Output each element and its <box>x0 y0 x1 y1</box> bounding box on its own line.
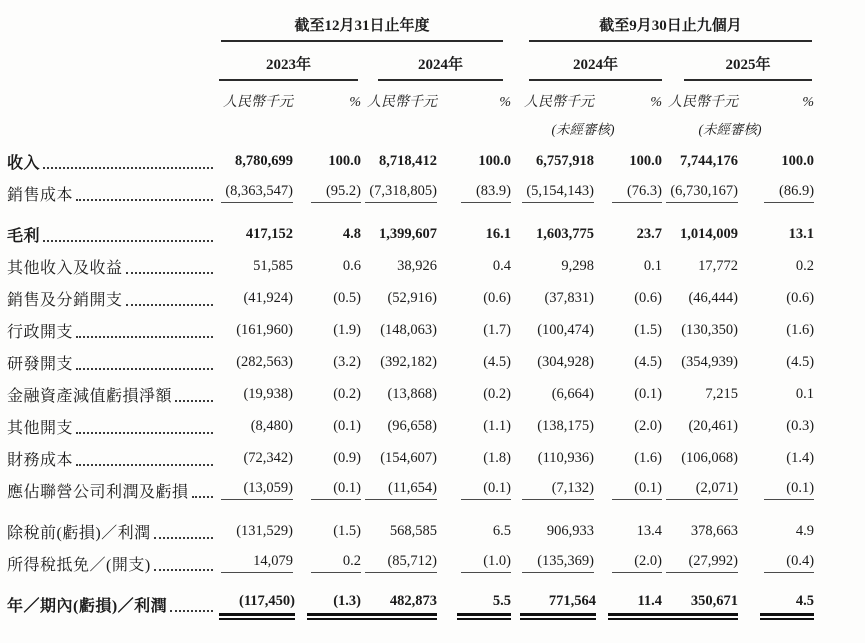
ninemonths-2025-header <box>662 42 814 81</box>
row-label-cell <box>7 506 219 547</box>
value-2023-amount: (131,529) <box>236 522 293 539</box>
value-2024-amount: (13,868) <box>387 385 437 402</box>
row-label-cell <box>7 378 219 410</box>
year-header-row <box>7 42 814 81</box>
value-2024-amount: (85,712) <box>361 547 437 579</box>
value-9m2024-pct: (2.0) <box>594 547 662 579</box>
value-2024-pct: (1.1) <box>483 417 512 434</box>
row-label-cell <box>7 547 219 579</box>
value-9m2024-amount: 1,603,775 <box>536 225 595 242</box>
row-label-cell <box>7 314 219 346</box>
value-2024-pct: (1.8) <box>483 449 512 466</box>
dot-leader <box>43 240 213 242</box>
row-selling-and-distribution-expenses <box>7 282 814 314</box>
value-9m2024-pct: (2.0) <box>634 417 663 434</box>
value-9m2024-amount: (138,175) <box>537 417 595 434</box>
table-header <box>7 8 814 145</box>
value-2023-pct: (3.2) <box>333 353 361 370</box>
value-9m2024-pct: 13.4 <box>636 522 663 539</box>
value-9m2025-amount: 350,671 <box>662 579 738 620</box>
dot-leader <box>76 336 213 338</box>
value-9m2025-amount: (106,068) <box>681 449 739 466</box>
value-2024-pct: (83.9) <box>437 177 511 209</box>
row-administrative-expenses <box>7 314 814 346</box>
value-9m2024-pct: 0.1 <box>643 257 663 274</box>
unit-label-pct-9m2024: % <box>650 95 663 110</box>
value-2024-amount: (154,607) <box>380 449 437 466</box>
value-9m2024-amount: (7,132) <box>520 474 594 506</box>
value-2023-pct: 0.2 <box>293 547 361 579</box>
unit-label-pct-9m2025: % <box>802 95 815 110</box>
period-group-header-row <box>7 8 814 42</box>
row-finance-costs <box>7 442 814 474</box>
row-impairment-losses-financial-assets <box>7 378 814 410</box>
value-9m2025-pct: (1.6) <box>786 321 815 338</box>
unit-label-pct-2024: % <box>499 95 512 110</box>
value-9m2025-pct: 4.9 <box>795 522 815 539</box>
value-9m2025-pct: (0.3) <box>786 417 815 434</box>
column-spacer <box>511 579 520 620</box>
row-label-cell <box>7 209 219 250</box>
value-9m2024-pct: (0.6) <box>634 289 663 306</box>
value-2023-amount: (161,960) <box>236 321 293 338</box>
period-group-ninemonths <box>520 8 814 42</box>
column-spacer <box>511 378 520 410</box>
value-2023-pct: (0.1) <box>333 417 361 434</box>
value-2023-pct: (0.9) <box>333 449 361 466</box>
year-2024-label: 2024年 <box>378 53 503 81</box>
value-9m2025-amount: (46,444) <box>688 289 739 306</box>
value-9m2024-pct: (1.5) <box>634 321 663 338</box>
value-2023-amount: (13,059) <box>219 474 293 506</box>
value-2023-amount: (8,363,547) <box>219 177 293 209</box>
value-2024-pct: (0.6) <box>483 289 512 306</box>
value-2023-pct: (1.9) <box>333 321 361 338</box>
row-label-cell <box>7 579 219 620</box>
dot-leader <box>170 610 213 612</box>
row-label: 金融資產減值虧損淨額 <box>7 387 173 405</box>
value-9m2024-amount: 6,757,918 <box>536 152 595 169</box>
value-9m2024-amount: (37,831) <box>544 289 595 306</box>
dot-leader <box>76 432 213 434</box>
empty-cell <box>361 111 511 145</box>
value-9m2024-pct: (0.1) <box>594 474 662 506</box>
value-2023-pct: 0.6 <box>342 257 361 274</box>
value-2023-pct: (0.5) <box>333 289 361 306</box>
row-label-cell <box>7 442 219 474</box>
dot-leader <box>76 199 213 201</box>
row-label: 銷售成本 <box>7 186 74 204</box>
column-spacer <box>511 314 520 346</box>
column-spacer <box>511 474 520 506</box>
value-2023-amount: 417,152 <box>245 225 293 242</box>
value-9m2025-amount: (130,350) <box>681 321 739 338</box>
value-2024-pct: 16.1 <box>485 225 512 242</box>
dot-leader <box>154 537 213 539</box>
value-9m2025-amount: (6,730,167) <box>662 177 738 209</box>
value-2024-amount: (7,318,805) <box>361 177 437 209</box>
value-9m2024-amount: 9,298 <box>561 257 595 274</box>
value-2024-pct: 5.5 <box>437 579 511 620</box>
row-other-income-and-gains <box>7 250 814 282</box>
row-label-cell <box>7 474 219 506</box>
value-9m2025-pct: (0.4) <box>738 547 814 579</box>
row-revenue <box>7 145 814 177</box>
row-label: 應佔聯營公司利潤及虧損 <box>7 483 189 501</box>
row-label-cell <box>7 346 219 378</box>
empty-cell <box>7 8 219 42</box>
row-label: 年／期內(虧損)／利潤 <box>7 597 168 615</box>
value-2023-amount: (8,480) <box>250 417 293 434</box>
value-9m2024-amount: (6,664) <box>551 385 595 402</box>
value-9m2025-amount: (20,461) <box>688 417 739 434</box>
dot-leader <box>126 272 213 274</box>
period-group-annual <box>219 8 511 42</box>
row-label: 所得稅抵免／(開支) <box>7 556 151 574</box>
unaudited-note-9m2024: (未經審核) <box>551 122 615 137</box>
row-label-cell <box>7 145 219 177</box>
value-9m2024-pct: 23.7 <box>636 225 663 242</box>
value-2024-pct: (0.2) <box>483 385 512 402</box>
empty-cell <box>7 42 219 81</box>
value-2024-amount: (392,182) <box>380 353 437 370</box>
dot-leader <box>76 368 213 370</box>
value-2024-amount: 568,585 <box>389 522 437 539</box>
value-9m2024-amount: 906,933 <box>546 522 595 539</box>
value-2023-pct: 100.0 <box>328 152 361 169</box>
row-label: 收入 <box>7 154 41 172</box>
value-2023-pct: (95.2) <box>293 177 361 209</box>
value-2023-amount: (282,563) <box>236 353 293 370</box>
value-9m2024-amount: (304,928) <box>537 353 595 370</box>
value-9m2025-amount: 378,663 <box>690 522 739 539</box>
value-2023-amount: (117,450) <box>219 579 293 620</box>
column-spacer <box>511 209 520 250</box>
value-2023-pct: (0.1) <box>293 474 361 506</box>
ninemonths-2024-label: 2024年 <box>529 53 662 81</box>
unit-label-pct-2023: % <box>349 95 361 110</box>
value-9m2025-amount: 7,215 <box>705 385 739 402</box>
column-spacer <box>511 282 520 314</box>
value-2023-pct: 4.8 <box>342 225 361 242</box>
row-profit-before-tax <box>7 506 814 547</box>
value-2024-amount: (11,654) <box>361 474 437 506</box>
year-2023-label: 2023年 <box>219 53 358 81</box>
value-2024-pct: 0.4 <box>492 257 512 274</box>
value-9m2024-amount: (100,474) <box>537 321 595 338</box>
row-income-tax <box>7 547 814 579</box>
column-spacer <box>511 442 520 474</box>
row-label-cell <box>7 410 219 442</box>
dot-leader <box>154 569 213 571</box>
row-label-cell <box>7 250 219 282</box>
row-gross-profit <box>7 209 814 250</box>
empty-cell <box>219 111 361 145</box>
value-2024-amount: (96,658) <box>387 417 437 434</box>
column-spacer <box>511 81 520 111</box>
column-spacer <box>511 506 520 547</box>
value-2024-amount: 1,399,607 <box>379 225 437 242</box>
row-label-cell <box>7 282 219 314</box>
column-spacer <box>511 250 520 282</box>
value-2024-amount: 38,926 <box>397 257 437 274</box>
dot-leader <box>192 496 213 498</box>
value-2023-pct: (1.5) <box>333 522 361 539</box>
value-9m2025-amount: 17,772 <box>698 257 739 274</box>
value-9m2025-amount: (2,071) <box>662 474 738 506</box>
value-9m2024-pct: (4.5) <box>634 353 663 370</box>
value-2024-amount: (52,916) <box>387 289 437 306</box>
row-rd-expenses <box>7 346 814 378</box>
value-9m2025-pct: (1.4) <box>786 449 815 466</box>
value-9m2024-amount: (110,936) <box>537 449 595 466</box>
unaudited-note-9m2025: (未經審核) <box>698 122 762 137</box>
value-2023-pct: (1.3) <box>293 579 361 620</box>
value-9m2025-pct: 13.1 <box>788 225 815 242</box>
value-9m2025-pct: (4.5) <box>786 353 815 370</box>
unaudited-note-row <box>7 111 814 145</box>
value-9m2024-pct: 100.0 <box>629 152 663 169</box>
value-2024-pct: (1.0) <box>437 547 511 579</box>
unit-label-rmb-9m2024: 人民幣千元 <box>524 95 595 110</box>
value-9m2024-pct: (76.3) <box>594 177 662 209</box>
row-label: 除稅前(虧損)／利潤 <box>7 524 151 542</box>
value-9m2024-pct: (1.6) <box>634 449 663 466</box>
value-2023-amount: 8,780,699 <box>235 152 293 169</box>
unit-label-rmb-2023: 人民幣千元 <box>223 95 293 110</box>
dot-leader <box>126 304 213 306</box>
value-2024-pct: 100.0 <box>478 152 512 169</box>
column-spacer <box>511 111 520 145</box>
period-group-ninemonths-title: 截至9月30日止九個月 <box>529 14 812 42</box>
value-9m2025-pct: (0.6) <box>786 289 815 306</box>
value-2024-amount: (148,063) <box>380 321 437 338</box>
column-spacer <box>511 547 520 579</box>
value-2024-pct: (1.7) <box>483 321 512 338</box>
ninemonths-2024-header <box>520 42 662 81</box>
row-label: 財務成本 <box>7 451 74 469</box>
empty-cell <box>7 111 219 145</box>
value-2023-pct: (0.2) <box>333 385 361 402</box>
value-9m2025-amount: 7,744,176 <box>680 152 739 169</box>
dot-leader <box>76 464 213 466</box>
value-9m2025-pct: 4.5 <box>738 579 814 620</box>
row-label-cell <box>7 177 219 209</box>
value-2024-amount: 482,873 <box>361 579 437 620</box>
value-9m2025-pct: (86.9) <box>738 177 814 209</box>
column-spacer <box>511 8 520 42</box>
value-9m2025-pct: (0.1) <box>738 474 814 506</box>
year-2023-header <box>219 42 361 81</box>
ninemonths-2025-label: 2025年 <box>684 53 812 81</box>
empty-cell <box>7 81 219 111</box>
period-group-annual-title: 截至12月31日止年度 <box>221 14 503 42</box>
dot-leader <box>175 400 213 402</box>
column-spacer <box>511 145 520 177</box>
income-statement-table <box>7 8 814 620</box>
value-9m2025-pct: 100.0 <box>781 152 815 169</box>
value-2024-amount: 8,718,412 <box>379 152 437 169</box>
value-9m2025-pct: 0.1 <box>795 385 815 402</box>
value-9m2024-amount: (135,369) <box>520 547 594 579</box>
row-label: 其他開支 <box>7 419 74 437</box>
column-spacer <box>511 42 520 81</box>
value-9m2025-amount: (27,992) <box>662 547 738 579</box>
row-share-of-associates <box>7 474 814 506</box>
row-label: 研發開支 <box>7 355 74 373</box>
value-9m2025-pct: 0.2 <box>795 257 815 274</box>
row-label: 行政開支 <box>7 323 74 341</box>
value-2023-amount: (72,342) <box>243 449 293 466</box>
column-spacer <box>511 177 520 209</box>
value-2024-pct: 6.5 <box>492 522 512 539</box>
value-9m2024-amount: 771,564 <box>520 579 594 620</box>
row-cost-of-sales <box>7 177 814 209</box>
value-2024-pct: (4.5) <box>483 353 512 370</box>
row-label: 其他收入及收益 <box>7 259 123 277</box>
row-other-expenses <box>7 410 814 442</box>
row-label: 毛利 <box>7 227 41 245</box>
unit-label-rmb-9m2025: 人民幣千元 <box>668 95 739 110</box>
row-profit-for-the-period <box>7 579 814 620</box>
value-2023-amount: 51,585 <box>253 257 293 274</box>
value-2024-pct: (0.1) <box>437 474 511 506</box>
value-2023-amount: 14,079 <box>219 547 293 579</box>
value-9m2024-pct: (0.1) <box>634 385 663 402</box>
value-2023-amount: (19,938) <box>243 385 293 402</box>
unit-header-row <box>7 81 814 111</box>
row-label: 銷售及分銷開支 <box>7 291 123 309</box>
value-9m2025-amount: 1,014,009 <box>680 225 739 242</box>
table-body <box>7 145 814 620</box>
value-9m2024-amount: (5,154,143) <box>520 177 594 209</box>
column-spacer <box>511 346 520 378</box>
unit-label-rmb-2024: 人民幣千元 <box>367 95 437 110</box>
year-2024-header <box>361 42 511 81</box>
column-spacer <box>511 410 520 442</box>
value-9m2025-amount: (354,939) <box>681 353 739 370</box>
value-2023-amount: (41,924) <box>243 289 293 306</box>
value-9m2024-pct: 11.4 <box>594 579 662 620</box>
dot-leader <box>43 167 213 169</box>
